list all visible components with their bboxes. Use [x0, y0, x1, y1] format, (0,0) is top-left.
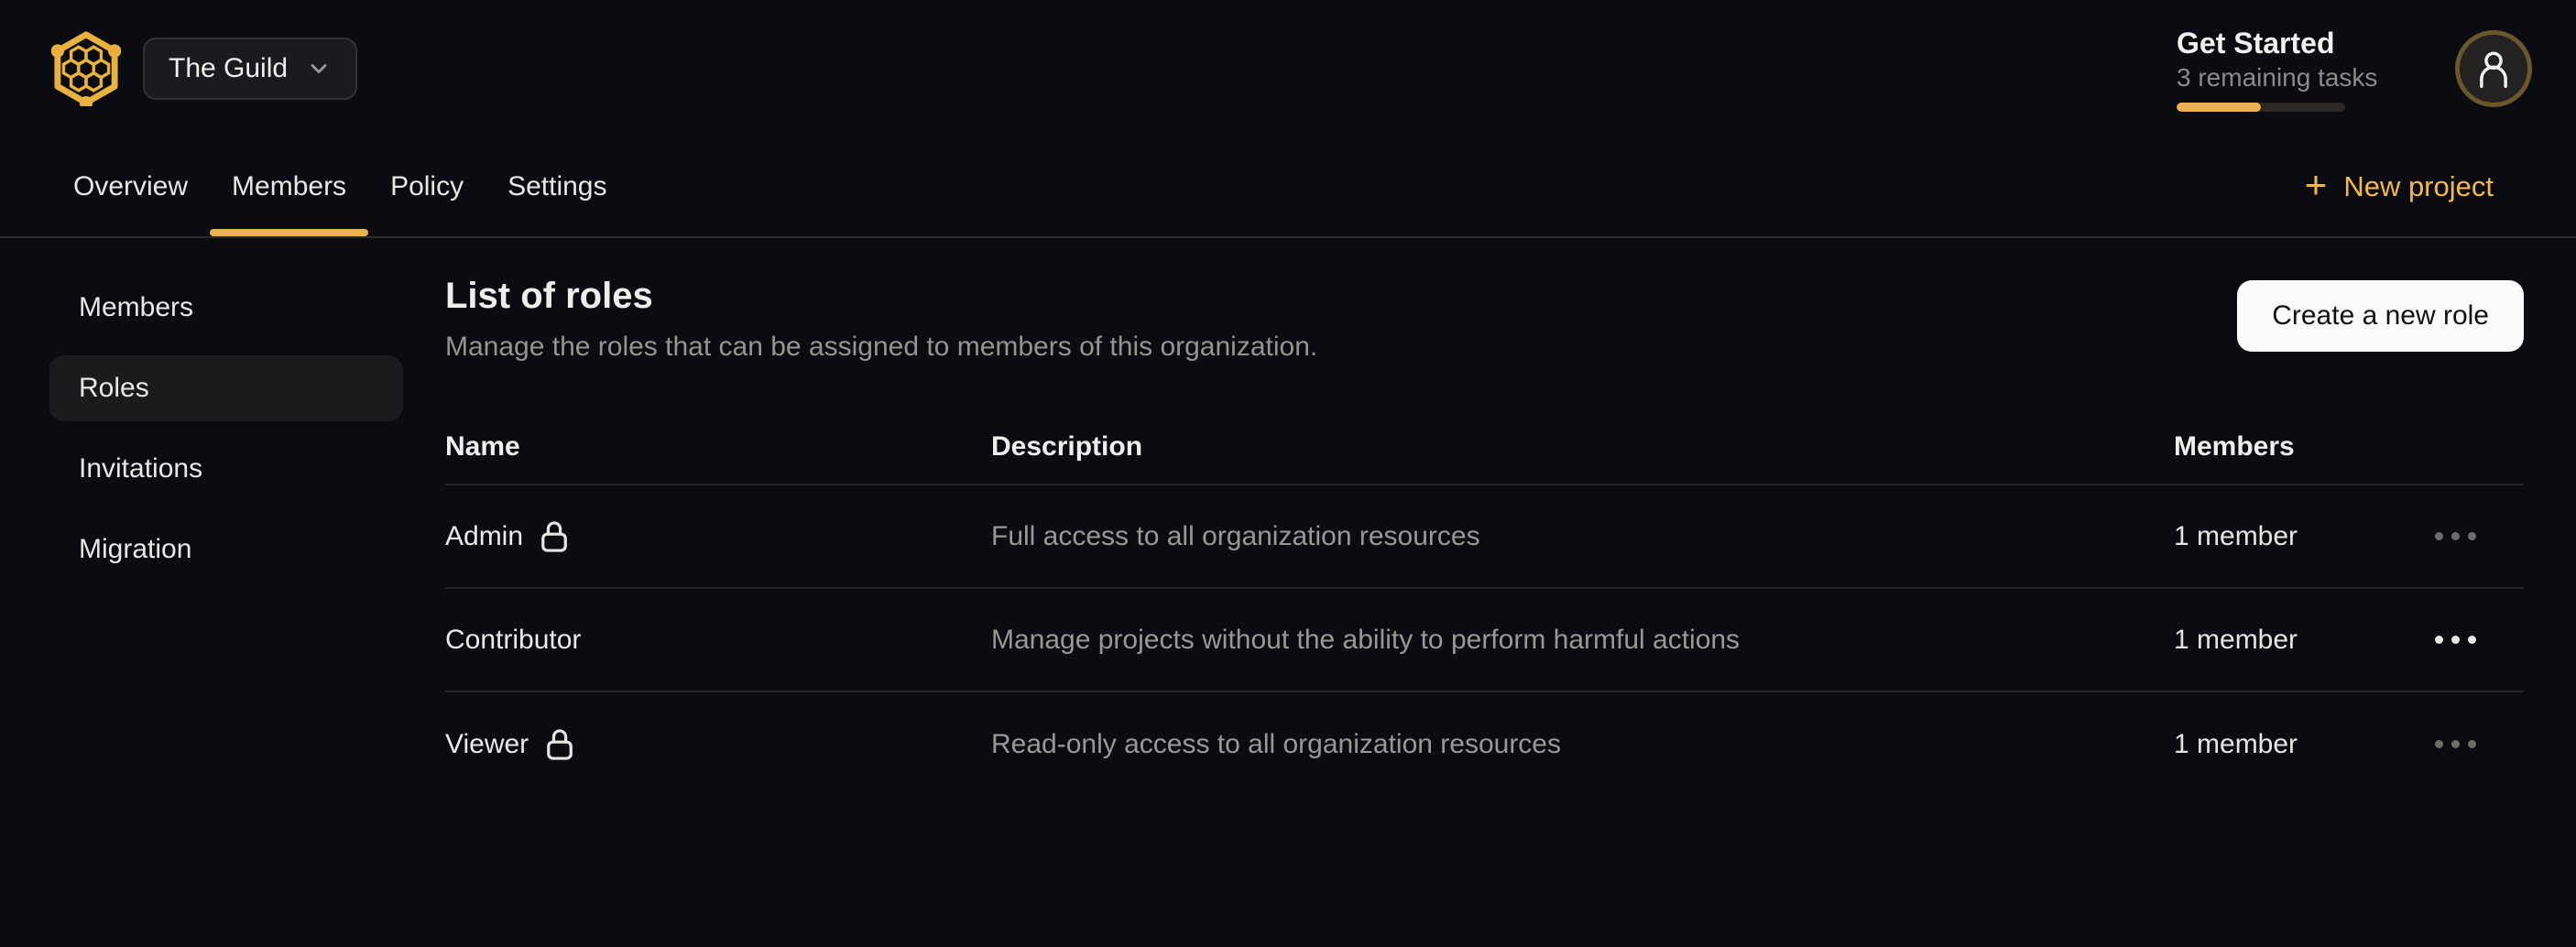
- role-description: Read-only access to all organization resources: [991, 728, 1561, 759]
- page-layout: [0, 238, 2576, 796]
- new-project-button[interactable]: [2305, 137, 2494, 236]
- role-description: Manage projects without the ability to perform harmful actions: [991, 624, 1741, 655]
- tab-members[interactable]: [210, 137, 368, 236]
- column-header-members: Members: [2174, 431, 2295, 462]
- create-role-button[interactable]: Create a new role: [2237, 280, 2524, 352]
- roles-header: [445, 275, 2524, 363]
- get-started-remaining-tasks: 3 remaining tasks: [2177, 63, 2378, 92]
- lock-icon: [545, 727, 574, 762]
- role-member-count: 1 member: [2174, 520, 2298, 551]
- get-started-progress-track: [2177, 103, 2345, 112]
- page-subtitle: Manage the roles that can be assigned to members of this organization.: [445, 332, 1318, 362]
- tab-policy[interactable]: [368, 137, 486, 236]
- top-bar: [0, 0, 2576, 137]
- org-tab-bar: [0, 137, 2576, 238]
- role-name: Viewer: [445, 728, 529, 759]
- tab-policy-label: Policy: [390, 171, 464, 201]
- column-header-name: Name: [445, 431, 520, 462]
- table-row-viewer: [445, 692, 2524, 796]
- row-menu-ellipsis-icon[interactable]: [2435, 626, 2476, 653]
- role-description: Full access to all organization resources: [991, 520, 1480, 551]
- tab-members-label: Members: [232, 171, 347, 201]
- tab-settings-label: Settings: [508, 171, 607, 201]
- members-sidebar: [0, 238, 403, 597]
- row-menu-ellipsis-icon[interactable]: [2435, 731, 2476, 757]
- sidebar-item-roles[interactable]: [49, 355, 403, 421]
- column-header-description: Description: [991, 431, 1143, 462]
- role-name: Contributor: [445, 624, 582, 655]
- tab-settings[interactable]: [486, 137, 628, 236]
- role-member-count: 1 member: [2174, 624, 2298, 655]
- sidebar-item-migration-label: Migration: [79, 534, 192, 564]
- roles-content: [403, 238, 2576, 796]
- org-switcher-button[interactable]: [143, 38, 357, 100]
- tab-overview[interactable]: [51, 137, 210, 236]
- sidebar-item-migration[interactable]: [49, 517, 403, 582]
- plus-icon: +: [2304, 163, 2328, 206]
- user-avatar[interactable]: [2455, 30, 2532, 107]
- sidebar-item-invitations[interactable]: [49, 436, 403, 502]
- get-started-progress-fill: [2177, 103, 2261, 112]
- chevron-down-icon: [306, 56, 332, 82]
- get-started-title: Get Started: [2177, 27, 2335, 60]
- tab-overview-label: Overview: [73, 171, 189, 201]
- table-header-row: [445, 410, 2524, 485]
- sidebar-item-members[interactable]: [49, 275, 403, 341]
- lock-icon: [540, 519, 569, 554]
- sidebar-item-members-label: Members: [79, 292, 194, 322]
- hive-logo-icon[interactable]: [51, 31, 121, 106]
- role-member-count: 1 member: [2174, 728, 2298, 759]
- roles-table: [445, 410, 2524, 796]
- page-title: List of roles: [445, 276, 653, 316]
- user-icon: [2474, 48, 2513, 90]
- sidebar-item-roles-label: Roles: [79, 373, 149, 403]
- tabbar-spacer: [629, 137, 2305, 236]
- table-row-contributor: [445, 589, 2524, 692]
- get-started-widget[interactable]: [2177, 26, 2378, 112]
- row-menu-ellipsis-icon[interactable]: [2435, 523, 2476, 550]
- sidebar-item-invitations-label: Invitations: [79, 453, 203, 484]
- roles-header-text: [445, 275, 1317, 363]
- org-name: The Guild: [169, 53, 289, 83]
- role-name: Admin: [445, 520, 524, 551]
- new-project-label: New project: [2343, 170, 2494, 202]
- table-row-admin: [445, 485, 2524, 589]
